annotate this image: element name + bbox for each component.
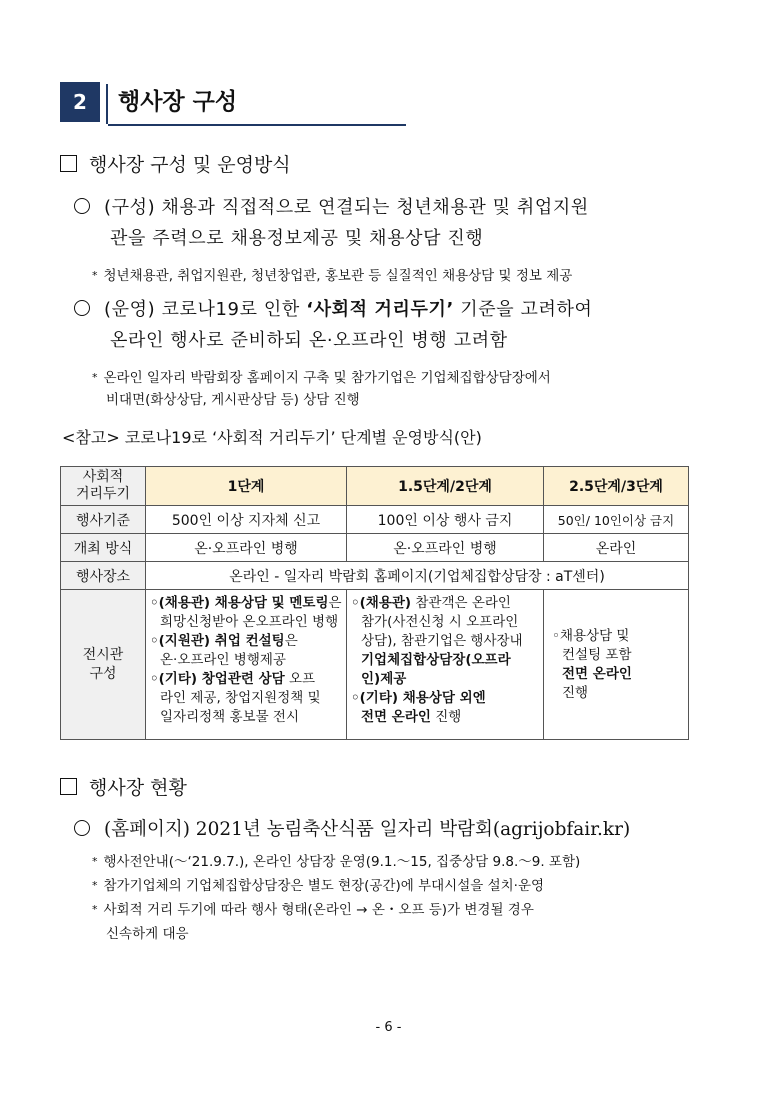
reference-caption: <참고> 코로나19로 ‘사회적 거리두기’ 단계별 운영방식(안): [62, 428, 482, 447]
asterisk-icon: *: [92, 371, 98, 384]
table-row: [61, 534, 689, 562]
square-bullet-icon: [60, 155, 77, 172]
part1-heading-row: [60, 150, 291, 177]
cell-text: 컨설팅 포함: [562, 646, 632, 663]
cell-bold: 전면 온라인: [562, 665, 632, 682]
part1-heading: 행사장 구성 및 운영방식: [89, 154, 291, 176]
table-row: [61, 590, 689, 740]
item2-line2: 온라인 행사로 준비하되 온·오프라인 병행 고려함: [110, 330, 508, 351]
table-cell: [146, 590, 347, 740]
cell-text: 참가(사전신청 시 오프라인: [361, 614, 519, 630]
cell-bold: ◦(기타) 창업관련 상담: [150, 671, 285, 687]
cell-bold: ◦(채용관): [351, 595, 412, 611]
cell-text: 상담), 참관기업은 행사장내: [361, 633, 523, 649]
cell-bold: 인)제공: [361, 671, 407, 687]
part2-note: 참가기업체의 기업체집합상담장은 별도 현장(공간)에 부대시설을 설치·운영: [103, 878, 545, 894]
part2-note: 행사전안내(～‘21.9.7.), 온라인 상담장 운영(9.1.～15, 집중상담 9.8.～9. 포함): [103, 854, 581, 870]
item2-note2: 비대면(화상상담, 게시판상담 등) 상담 진행: [106, 392, 360, 408]
corner-line1: 사회적: [82, 469, 124, 485]
row-label-line2: 구성: [89, 665, 117, 682]
item1-note: 청년채용관, 취업지원관, 청년창업관, 홍보관 등 실질적인 채용상담 및 정보 제공: [103, 268, 573, 284]
item2-note1: 온라인 일자리 박람회장 홈페이지 구축 및 참가기업은 기업체집합상담장에서: [103, 370, 551, 386]
cell-text: 오프: [284, 671, 316, 687]
item1-note-row: [92, 265, 572, 287]
cell-bold: ◦(기타) 채용상담 외엔: [351, 690, 486, 706]
corner-line2: 거리두기: [75, 486, 131, 502]
row-label: [61, 590, 146, 740]
circle-bullet-icon: [74, 300, 90, 316]
item2-line1a: (운영) 코로나19로 인한: [104, 299, 307, 320]
col-header-2: 1.5단계/2단계: [398, 479, 492, 495]
asterisk-icon: *: [92, 855, 98, 868]
table-cell: 500인 이상 지자체 신고: [146, 506, 347, 534]
cell-text: 희망신청받아 온오프라인 병행: [160, 614, 339, 630]
circle-bullet-icon: [74, 820, 90, 836]
table-cell: 100인 이상 행사 금지: [347, 506, 544, 534]
part2-notes: [92, 850, 702, 946]
part2-note: 사회적 거리 두기에 따라 행사 형태(온라인 → 온・오프 등)가 변경될 경우: [103, 902, 534, 918]
table-cell: 50인/ 10인이상 금지: [544, 506, 689, 534]
table-header-row: [61, 467, 689, 506]
item2-line1b: ‘사회적 거리두기’: [306, 299, 454, 320]
table-cell: [347, 590, 544, 740]
asterisk-icon: *: [92, 903, 98, 916]
cell-text: ◦채용상담 및: [552, 627, 630, 644]
item1-line1: (구성) 채용과 직접적으로 연결되는 청년채용관 및 취업지원: [104, 197, 589, 218]
section-title: 행사장 구성: [118, 89, 238, 115]
item1-line2: 관을 주력으로 채용정보제공 및 채용상담 진행: [110, 228, 484, 249]
table-cell: 온라인: [544, 534, 689, 562]
cell-text: 진행: [430, 709, 462, 725]
asterisk-icon: *: [92, 269, 98, 282]
part1-item2: [74, 294, 714, 356]
row-label: 행사기준: [61, 506, 146, 534]
operation-table: [60, 466, 689, 740]
section-divider: [106, 84, 108, 124]
cell-text: 은: [328, 595, 342, 611]
row-label-line1: 전시관: [82, 646, 124, 663]
cell-bold: 전면 온라인: [361, 709, 431, 725]
cell-text: 라인 제공, 창업지원정책 및: [160, 690, 321, 706]
cell-bold: ◦(지원관) 취업 컨설팅: [150, 633, 285, 649]
part2-item1: (홈페이지) 2021년 농림축산식품 일자리 박람회(agrijobfair.kr): [104, 819, 631, 840]
square-bullet-icon: [60, 778, 77, 795]
table-cell: 온·오프라인 병행: [146, 534, 347, 562]
table-cell: [544, 590, 689, 740]
col-header-3: 2.5단계/3단계: [569, 479, 663, 495]
asterisk-icon: *: [92, 879, 98, 892]
table-cell-merged: 온라인 - 일자리 박람회 홈페이지(기업체집합상담장 : aT센터): [146, 562, 689, 590]
cell-bold: ◦(채용관) 채용상담 및 멘토링: [150, 595, 329, 611]
table-row: [61, 562, 689, 590]
table-cell: 온·오프라인 병행: [347, 534, 544, 562]
item2-note-row: [92, 367, 702, 411]
part1-item1: [74, 192, 704, 254]
cell-text: 참관객은 온라인: [411, 595, 511, 611]
cell-bold: 기업체집합상담장(오프라: [361, 652, 511, 668]
part2-heading: 행사장 현황: [89, 777, 187, 799]
table-corner: [61, 467, 146, 506]
part2-note-cont: 신속하게 대응: [106, 926, 189, 942]
item2-line1c: 기준을 고려하여: [453, 299, 593, 320]
section-underline: [108, 124, 406, 126]
page-number: - 6 -: [375, 1020, 402, 1035]
part2-heading-row: [60, 773, 187, 800]
table-row: [61, 506, 689, 534]
cell-text: 은: [284, 633, 298, 649]
row-label: 개최 방식: [61, 534, 146, 562]
circle-bullet-icon: [74, 198, 90, 214]
part2-item1-row: [74, 815, 630, 841]
cell-text: 진행: [562, 684, 589, 701]
cell-text: 일자리정책 홍보물 전시: [160, 709, 299, 725]
section-number: 2: [60, 82, 100, 122]
row-label: 행사장소: [61, 562, 146, 590]
col-header-1: 1단계: [227, 479, 265, 495]
cell-text: 온·오프라인 병행제공: [160, 652, 286, 668]
